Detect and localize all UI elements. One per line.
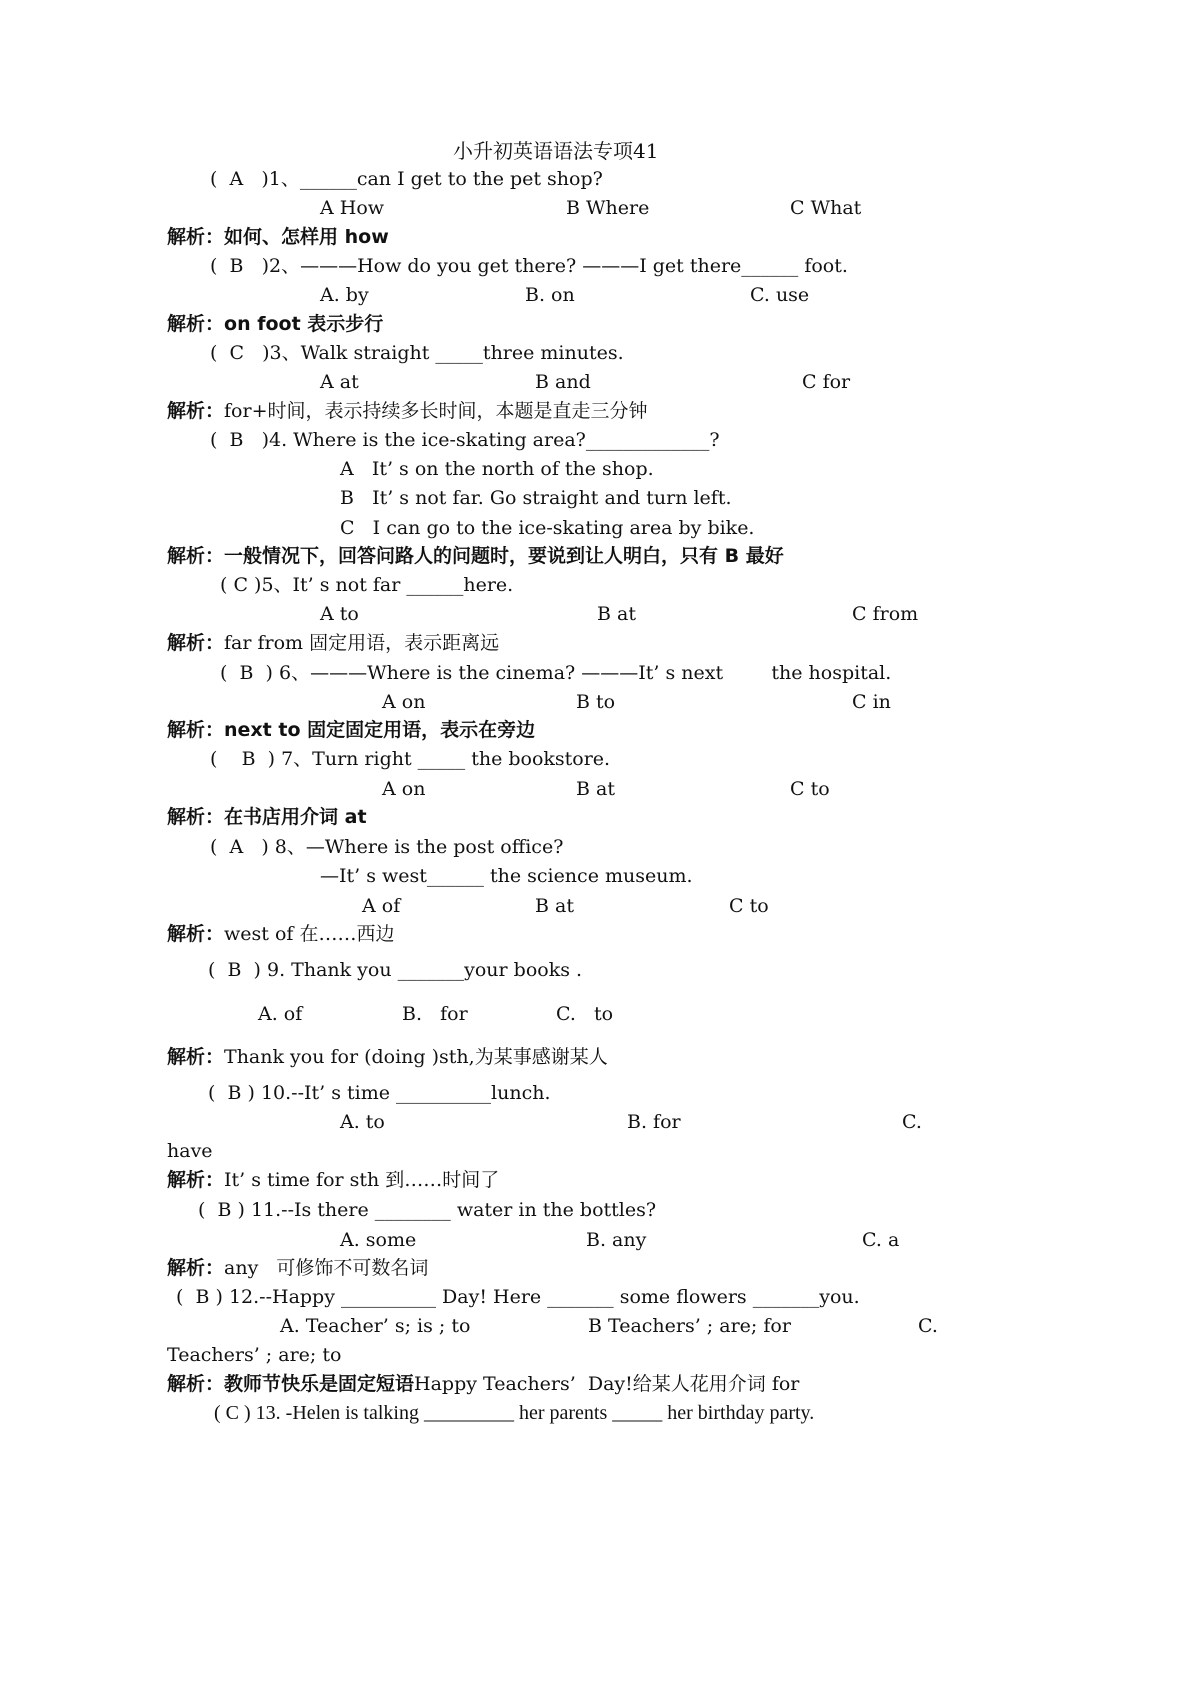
explanation-label: 解析： <box>167 1046 225 1068</box>
question-3-explanation: 解析：for+时间，表示持续多长时间，本题是直走三分钟 <box>167 400 648 422</box>
question-5-explanation: 解析：far from 固定用语，表示距离远 <box>167 632 500 654</box>
question-11-stem: ( B ) 11.--Is there ________ water in the bottles? <box>198 1199 657 1221</box>
question-8-option-c: C to <box>729 895 769 917</box>
explanation-label: 解析： <box>167 1257 225 1279</box>
question-11-option-a: A. some <box>340 1229 417 1251</box>
question-7-option-a: A on <box>382 778 426 800</box>
question-7-option-c: C to <box>790 778 830 800</box>
question-11-explanation: 解析：any 可修饰不可数名词 <box>167 1257 429 1279</box>
question-12-explanation: 解析：教师节快乐是固定短语Happy Teachers’ Day!给某人花用介词 for <box>167 1373 800 1395</box>
question-4-option-a: A It’ s on the north of the shop. <box>340 458 654 480</box>
question-10-option-b: B. for <box>627 1111 681 1133</box>
question-1-explanation: 解析：如何、怎样用 how <box>167 226 389 248</box>
question-5-option-b: B at <box>597 603 636 625</box>
page-title: 小升初英语语法专项41 <box>453 139 659 163</box>
question-8-stem-answer: —It’ s west______ the science museum. <box>320 865 693 887</box>
question-5-stem: ( C )5、It’ s not far ______here. <box>220 574 514 596</box>
question-8-stem: ( A ) 8、—Where is the post office? <box>210 836 564 858</box>
explanation-label: 解析： <box>167 923 225 945</box>
question-6-option-b: B to <box>576 691 616 713</box>
explanation-label: 解析： <box>167 545 225 567</box>
question-3-stem: ( C )3、Walk straight _____three minutes. <box>210 342 624 364</box>
question-10-option-a: A. to <box>340 1111 385 1133</box>
question-9-explanation: 解析：Thank you for (doing )sth,为某事感谢某人 <box>167 1046 608 1068</box>
question-2-option-a: A. by <box>320 284 369 306</box>
question-3-option-c: C for <box>802 371 851 393</box>
question-1-option-b: B Where <box>566 197 650 219</box>
question-2-stem: ( B )2、———How do you get there? ———I get there______ foot. <box>210 255 848 277</box>
explanation-label: 解析： <box>167 632 225 654</box>
question-2-option-c: C. use <box>750 284 810 306</box>
question-12-option-a: A. Teacher’ s; is ; to <box>280 1315 471 1337</box>
question-2-explanation: 解析：on foot 表示步行 <box>167 313 384 335</box>
question-10-option-c-wrap: have <box>167 1140 213 1162</box>
question-4-explanation: 解析：一般情况下，回答问路人的问题时，要说到让人明白，只有 B 最好 <box>167 545 784 567</box>
question-10-stem: ( B ) 10.--It’ s time __________lunch. <box>208 1082 551 1104</box>
question-9-stem: ( B ) 9. Thank you _______your books . <box>208 959 583 981</box>
question-1-option-a: A How <box>320 197 385 219</box>
explanation-label: 解析： <box>167 719 225 741</box>
question-12-stem: ( B ) 12.--Happy __________ Day! Here _______ some flowers _______you. <box>176 1286 860 1308</box>
question-6-option-c: C in <box>852 691 891 713</box>
question-1-stem: ( A )1、______can I get to the pet shop? <box>210 168 603 190</box>
question-12-option-c: C. <box>918 1315 938 1337</box>
explanation-label: 解析： <box>167 806 225 828</box>
question-7-option-b: B at <box>576 778 615 800</box>
question-6-explanation: 解析：next to 固定固定用语，表示在旁边 <box>167 719 536 741</box>
question-12-option-b: B Teachers’ ; are; for <box>588 1315 791 1337</box>
question-4-stem: ( B )4. Where is the ice-skating area?_____________? <box>210 429 720 451</box>
question-8-option-b: B at <box>535 895 574 917</box>
question-4-option-c: C I can go to the ice-skating area by bike. <box>340 517 755 539</box>
question-13-stem: ( C ) 13. -Helen is talking _________ her parents _____ her birthday party. <box>214 1402 815 1424</box>
question-9-option-b: B. for <box>402 1003 468 1025</box>
question-6-option-a: A on <box>382 691 426 713</box>
question-5-option-a: A to <box>320 603 359 625</box>
question-8-explanation: 解析：west of 在……西边 <box>167 923 395 945</box>
explanation-label: 解析： <box>167 400 225 422</box>
explanation-label: 解析： <box>167 1373 225 1395</box>
question-7-stem: ( B ) 7、Turn right _____ the bookstore. <box>210 748 611 770</box>
question-3-option-b: B and <box>535 371 591 393</box>
question-9-option-a: A. of <box>258 1003 303 1025</box>
question-9-option-c: C. to <box>556 1003 614 1025</box>
question-10-explanation: 解析：It’ s time for sth 到……时间了 <box>167 1169 500 1191</box>
explanation-label: 解析： <box>167 313 225 335</box>
question-6-stem: ( B ) 6、———Where is the cinema? ———It’ s next the hospital. <box>220 662 892 684</box>
explanation-label: 解析： <box>167 1169 225 1191</box>
question-8-option-a: A of <box>362 895 401 917</box>
question-2-option-b: B. on <box>525 284 575 306</box>
question-3-option-a: A at <box>320 371 359 393</box>
question-4-option-b: B It’ s not far. Go straight and turn left. <box>340 487 732 509</box>
question-10-option-c: C. <box>902 1111 922 1133</box>
question-5-option-c: C from <box>852 603 919 625</box>
question-11-option-c: C. a <box>862 1229 900 1251</box>
explanation-label: 解析： <box>167 226 225 248</box>
question-11-option-b: B. any <box>586 1229 647 1251</box>
question-1-option-c: C What <box>790 197 862 219</box>
question-7-explanation: 解析：在书店用介词 at <box>167 806 367 828</box>
question-12-option-c-wrap: Teachers’ ; are; to <box>167 1344 342 1366</box>
